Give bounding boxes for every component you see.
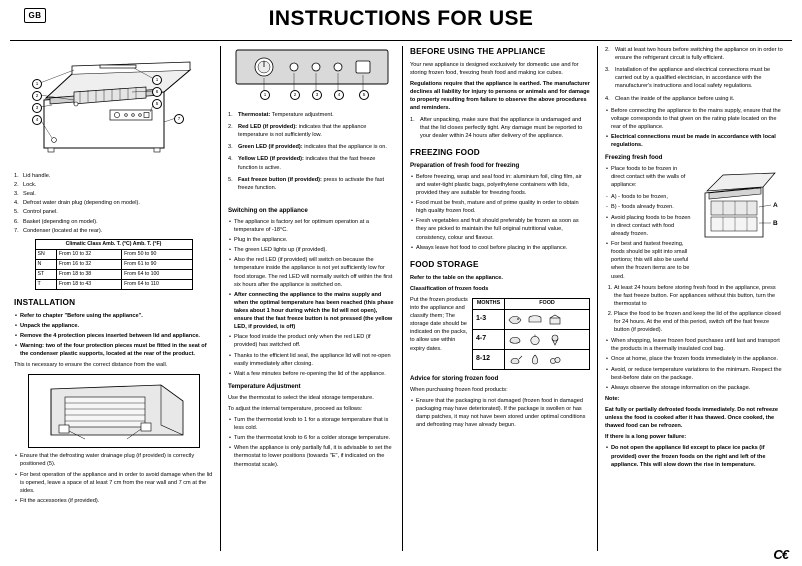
freezing-food-heading: FREEZING FOOD bbox=[410, 147, 480, 157]
list-item: • Always observe the storage information on the package. bbox=[611, 384, 785, 392]
cake-icon bbox=[547, 313, 563, 326]
item-text: Installation of the appliance and electrical connections must be carried out by a qualified electrician, in accordance with the manufacturer's instructions and local safety regulations. bbox=[615, 67, 771, 90]
temperature-sub: To adjust the internal temperature, proceed as follows: bbox=[228, 405, 363, 412]
list-item: • Remove the 4 protection pieces inserted between lid and appliance. bbox=[20, 332, 213, 340]
callout-2: 2 bbox=[32, 91, 42, 101]
table-row bbox=[35, 279, 192, 289]
advice-bullets bbox=[410, 397, 590, 429]
col-food: FOOD bbox=[505, 298, 590, 309]
rear-supports-illustration bbox=[29, 375, 197, 445]
clim-amb-c: From 16 to 32 bbox=[56, 259, 121, 269]
note-text: Eat fully or partially defrosted foods immediately. Do not refreeze unless the food is cooked after it has thawed. Once cooked, the thawed food can be refrozen. bbox=[605, 407, 779, 430]
clim-class: N bbox=[35, 259, 56, 269]
item-text: indicates that the appliance temperature is not sufficiently low. bbox=[238, 124, 367, 139]
power-failure-bullets bbox=[605, 444, 785, 468]
list-item: • Place food inside the product only when the red LED (if provided) has switched off. bbox=[234, 333, 395, 349]
freezer-loading-diagram bbox=[697, 167, 785, 253]
panel-item bbox=[228, 143, 395, 151]
list-item: • Unpack the appliance. bbox=[20, 322, 213, 330]
list-item: • Avoid placing foods to be frozen in direct contact with food already frozen. bbox=[611, 214, 691, 238]
note-label: Note: bbox=[605, 395, 620, 402]
list-item: 1. At least 24 hours before storing fresh food in the appliance, press the fast freeze button. For appliances without this button, turn the thermostat to bbox=[614, 284, 785, 308]
legend-item bbox=[14, 218, 213, 226]
freezer-loading-illustration bbox=[697, 167, 781, 249]
list-item: • For best and fastest freezing, foods should be split into small portions; this will also be useful when the frozen items are to be used. bbox=[611, 240, 691, 281]
installation-bullets bbox=[14, 312, 213, 359]
chest-freezer-illustration bbox=[14, 48, 210, 168]
control-panel-diagram bbox=[228, 48, 396, 108]
list-item: • Refer to chapter "Before using the appliance". bbox=[20, 312, 213, 320]
advice-text: When purchasing frozen food products: bbox=[410, 386, 508, 393]
right-column-bullets bbox=[605, 337, 785, 392]
table-row bbox=[35, 259, 192, 269]
list-item: • Wait a few minutes before re-opening the lid of the appliance. bbox=[234, 370, 395, 378]
list-item: • Turn the thermostat knob to 6 for a colder storage temperature. bbox=[234, 434, 395, 442]
parts-legend bbox=[14, 172, 213, 235]
before-using-item bbox=[605, 66, 785, 90]
legend-label: Control panel. bbox=[23, 209, 58, 216]
list-item: • Warning: two of the four protection pieces must be fitted in the seat of the condenser plastic supports, located at the rear of the product. bbox=[20, 342, 213, 358]
table-row bbox=[35, 269, 192, 279]
list-item: • Ensure that the defrosting water drainage plug (if provided) is correctly positioned (5). bbox=[20, 452, 213, 468]
clim-amb-f: From 64 to 110 bbox=[122, 279, 192, 289]
legend-label: Lid handle. bbox=[23, 173, 51, 179]
list-item: - B) - foods already frozen. bbox=[611, 203, 691, 211]
list-item-bold: • Do not open the appliance lid except to place ice packs (if provided) over the frozen foods on the right and left of the appliance. This will slow down the rise in temperature. bbox=[611, 444, 785, 468]
temperature-bullets bbox=[228, 416, 395, 469]
legend-label: Condenser (located at the rear). bbox=[23, 227, 103, 234]
temperature-adjustment-heading: Temperature Adjustment bbox=[228, 382, 301, 390]
advice-storing-heading: Advice for storing frozen food bbox=[410, 374, 499, 382]
panel-item bbox=[228, 111, 395, 119]
legend-number: 7. bbox=[14, 227, 19, 234]
list-item: • When the appliance is only partially full, it is advisable to set the thermostat to lower positions (towards "E", if indicated on the thermostat scale). bbox=[234, 444, 395, 468]
callout-5: 5 bbox=[152, 99, 162, 109]
before-using-item bbox=[605, 95, 785, 103]
installation-heading: INSTALLATION bbox=[14, 297, 76, 307]
clim-class: ST bbox=[35, 269, 56, 279]
food-storage-intro: Put the frozen products into the appliance and classify them; The storage date should be indicated on the packs, to allow use within expiry dates. bbox=[410, 296, 468, 352]
item-title: Fast freeze button (if provided): bbox=[238, 176, 322, 183]
col-months: MONTHS bbox=[473, 298, 505, 309]
before-using-regulations: Regulations require that the appliance is earthed. The manufacturer declines all liability for injury to persons or animals and for damage to property resulting from failure to observe the above procedures and reminders. bbox=[410, 81, 590, 112]
storage-months-table bbox=[472, 298, 590, 370]
country-badge: GB bbox=[24, 8, 46, 23]
legend-number: 2. bbox=[14, 182, 19, 189]
switching-on-bullets bbox=[228, 218, 395, 378]
appliance-diagram bbox=[14, 48, 210, 168]
item-text: Temperature adjustment. bbox=[270, 112, 334, 118]
vegetables-icon bbox=[527, 353, 543, 366]
legend-item bbox=[14, 172, 213, 180]
freezing-bullets bbox=[410, 173, 590, 252]
before-using-item bbox=[410, 116, 590, 140]
list-item: • For best operation of the appliance and in order to avoid damage when the lid is opened, leave a space of at least 7 cm from the rear wall and 7 cm at the sides. bbox=[20, 471, 213, 495]
column-4 bbox=[597, 46, 792, 551]
legend-item bbox=[14, 227, 213, 235]
months-value: 8-12 bbox=[473, 349, 505, 369]
legend-number: 4. bbox=[14, 200, 19, 207]
legend-number: 5. bbox=[14, 209, 19, 216]
legend-item bbox=[14, 181, 213, 189]
clim-amb-c: From 10 to 32 bbox=[56, 249, 121, 259]
callout-7: 7 bbox=[174, 114, 184, 124]
header-divider bbox=[10, 40, 792, 41]
temperature-intro: Use the thermostat to select the ideal storage temperature. bbox=[228, 394, 374, 401]
list-item: • Ensure that the packaging is not damaged (frozen food in damaged packaging may have deteriorated). If the package is swollen or has damp patches, it may not have been stored under optimal conditions and defrosting may have already begun. bbox=[416, 397, 590, 429]
legend-item bbox=[14, 199, 213, 207]
list-item: • Before connecting the appliance to the mains supply, ensure that the voltage corresponds to that given on the rating plate located on the rear of the appliance. bbox=[611, 107, 785, 131]
clim-class: T bbox=[35, 279, 56, 289]
item-number: 4. bbox=[228, 156, 233, 163]
months-value: 4-7 bbox=[473, 329, 505, 349]
before-using-intro: Your new appliance is designed exclusively for domestic use and for storing frozen food, freezing fresh food and making ice cubes. bbox=[410, 61, 579, 76]
list-item-bold: • Electrical connections must be made in accordance with local regulations. bbox=[611, 133, 785, 149]
installation-after-text: This is necessary to ensure the correct distance from the wall. bbox=[14, 362, 168, 369]
item-number: 4. bbox=[605, 95, 610, 102]
item-number: 1. bbox=[228, 112, 233, 118]
column-2 bbox=[220, 46, 402, 551]
clim-amb-c: From 18 to 38 bbox=[56, 269, 121, 279]
before-using-right-bullets bbox=[605, 107, 785, 150]
bread-icon bbox=[527, 313, 543, 326]
list-item: 2. Place the food to be frozen and keep the lid of the appliance closed for 24 hours. At the end of this period, switch off the fast freeze button (if provided). bbox=[614, 310, 785, 334]
food-storage-heading: FOOD STORAGE bbox=[410, 259, 479, 269]
panel-callout-2: 2 bbox=[290, 90, 300, 100]
legend-number: 1. bbox=[14, 173, 19, 179]
list-item: • Thanks to the efficient lid seal, the appliance lid will not re-open easily immediately after closing. bbox=[234, 352, 395, 368]
freezing-prep-heading: Preparation of fresh food for freezing bbox=[410, 161, 520, 169]
list-item: • Plug in the appliance. bbox=[234, 236, 395, 244]
installation-diagram bbox=[28, 374, 200, 448]
climatic-table-title: Climatic Class Amb. T. (°C) Amb. T. (°F) bbox=[35, 239, 192, 249]
label-b: B bbox=[773, 220, 778, 228]
food-icons-cell bbox=[505, 309, 590, 329]
fruit-icon bbox=[527, 333, 543, 346]
meat-slice-icon bbox=[507, 333, 523, 346]
climatic-class-table bbox=[35, 239, 193, 290]
item-number: 3. bbox=[228, 144, 233, 151]
list-item: • The appliance is factory set for optimum operation at a temperature of -18°C. bbox=[234, 218, 395, 234]
freezing-sub-items bbox=[605, 193, 691, 211]
food-icons-cell bbox=[505, 329, 590, 349]
panel-callout-3: 3 bbox=[312, 90, 322, 100]
list-item: • Turn the thermostat knob to 1 for a storage temperature that is less cold. bbox=[234, 416, 395, 432]
list-item: • The green LED lights up (if provided). bbox=[234, 246, 395, 254]
item-title: Green LED (if provided): bbox=[238, 144, 303, 151]
list-item: • Avoid, or reduce temperature variations to the minimum. Respect the best-before date on the package. bbox=[611, 366, 785, 382]
label-a: A bbox=[773, 202, 778, 210]
legend-item bbox=[14, 190, 213, 198]
panel-item bbox=[228, 123, 395, 139]
food-icons-cell bbox=[505, 349, 590, 369]
item-text: After unpacking, make sure that the appliance is undamaged and that the lid closes perfectly tight. Any damage must be reported to your dealer within 24 hours after delivery of the appliance. bbox=[420, 116, 583, 139]
clim-amb-f: From 64 to 100 bbox=[122, 269, 192, 279]
column-1 bbox=[10, 46, 220, 551]
callout-4: 4 bbox=[32, 115, 42, 125]
before-using-item bbox=[605, 46, 785, 62]
legend-item bbox=[14, 208, 213, 216]
item-title: Yellow LED (if provided): bbox=[238, 156, 304, 163]
months-value: 1-3 bbox=[473, 309, 505, 329]
callout-3: 3 bbox=[32, 103, 42, 113]
item-number: 2. bbox=[605, 47, 610, 53]
page-header bbox=[10, 6, 792, 36]
callout-1b: 1 bbox=[152, 75, 162, 85]
item-text: press to activate the fast freeze function. bbox=[238, 176, 385, 191]
berries-icon bbox=[547, 353, 563, 366]
installation-post-bullets bbox=[14, 452, 213, 505]
legend-number: 6. bbox=[14, 218, 19, 225]
food-storage-sub: Refer to the table on the appliance. bbox=[410, 274, 503, 281]
table-row bbox=[35, 249, 192, 259]
callout-6: 6 bbox=[152, 87, 162, 97]
item-text: indicates that the fast freeze function is active. bbox=[238, 156, 376, 171]
chicken-icon bbox=[507, 353, 523, 366]
column-3 bbox=[402, 46, 597, 551]
content-columns bbox=[10, 46, 792, 551]
list-item: • Fit the accessories (if provided). bbox=[20, 497, 213, 505]
item-number: 3. bbox=[605, 67, 610, 74]
item-title: Red LED (if provided): bbox=[238, 124, 298, 131]
panel-callout-1: 1 bbox=[260, 90, 270, 100]
clim-class: SN bbox=[35, 249, 56, 259]
table-row bbox=[473, 349, 590, 369]
page-title: INSTRUCTIONS FOR USE bbox=[268, 7, 534, 30]
item-text: Wait at least two hours before switching the appliance on in order to ensure the refrigerant circuit is fully efficient. bbox=[615, 47, 783, 62]
panel-item bbox=[228, 155, 395, 171]
callout-1: 1 bbox=[32, 79, 42, 89]
freezing-numbered-steps bbox=[605, 284, 785, 335]
legend-label: Lock. bbox=[23, 182, 37, 189]
legend-number: 3. bbox=[14, 191, 19, 198]
list-item: • Always leave hot food to cool before placing in the appliance. bbox=[416, 244, 590, 252]
freezing-fresh-bullets bbox=[605, 165, 691, 189]
list-item: - A) - foods to be frozen, bbox=[611, 193, 691, 201]
fish-icon bbox=[507, 313, 523, 326]
table-row bbox=[473, 309, 590, 329]
clim-amb-c: From 18 to 43 bbox=[56, 279, 121, 289]
freezing-fresh-bullets-2 bbox=[605, 214, 691, 281]
before-using-heading: BEFORE USING THE APPLIANCE bbox=[410, 47, 546, 56]
list-item: • When shopping, leave frozen food purchases until last and transport the products in a thermally insulated cool bag. bbox=[611, 337, 785, 353]
food-storage-classification: Classification of frozen foods bbox=[410, 285, 489, 292]
item-number: 5. bbox=[228, 176, 233, 183]
table-row bbox=[473, 329, 590, 349]
panel-callout-5: 5 bbox=[359, 90, 369, 100]
list-item: • Place foods to be frozen in direct contact with the walls of appliance: bbox=[611, 165, 691, 189]
clim-amb-f: From 61 to 90 bbox=[122, 259, 192, 269]
panel-item bbox=[228, 176, 395, 192]
freezing-fresh-heading: Freezing fresh food bbox=[605, 154, 663, 162]
switching-on-heading: Switching on the appliance bbox=[228, 206, 308, 214]
legend-label: Seal. bbox=[23, 191, 36, 198]
legend-label: Basket (depending on model). bbox=[23, 218, 98, 225]
clim-amb-f: From 50 to 90 bbox=[122, 249, 192, 259]
legend-label: Defrost water drain plug (depending on model). bbox=[23, 200, 140, 207]
power-failure-heading: If there is a long power failure: bbox=[605, 434, 687, 441]
list-item: • Once at home, place the frozen foods immediately in the appliance. bbox=[611, 355, 785, 363]
list-item-bold: • After connecting the appliance to the mains supply and when the optimal temperature has been reached (this phase takes about 1 hour during which the lid will not open), ensure that the fast freeze button is not pressed (the yellow LED, if provided, is off) bbox=[234, 291, 395, 332]
item-title: Thermostat: bbox=[238, 112, 271, 118]
panel-callout-4: 4 bbox=[334, 90, 344, 100]
item-text: Clean the inside of the appliance before using it. bbox=[615, 95, 735, 102]
list-item: • Before freezing, wrap and seal food in: aluminium foil, cling film, air and water-tight plastic bags, polyethylene containers with lids, provided they are suitable for freezing foods. bbox=[416, 173, 590, 197]
list-item: • Food must be fresh, mature and of prime quality in order to obtain high quality frozen food. bbox=[416, 199, 590, 215]
item-text: indicates that the appliance is on. bbox=[302, 144, 387, 151]
ice-cream-icon bbox=[547, 333, 563, 346]
item-number: 1. bbox=[410, 116, 415, 123]
item-number: 2. bbox=[228, 124, 233, 131]
list-item: • Fresh vegetables and fruit should preferably be frozen as soon as they are picked to maintain the full original nutritional value, consistency, colour and flavour. bbox=[416, 217, 590, 241]
list-item: • Also the red LED (if provided) will switch on because the temperature inside the appliance is not yet sufficiently low for food storage. The red LED will normally switch off within the first six hours after the appliance is switched on. bbox=[234, 256, 395, 288]
ce-mark: C€ bbox=[773, 547, 788, 562]
